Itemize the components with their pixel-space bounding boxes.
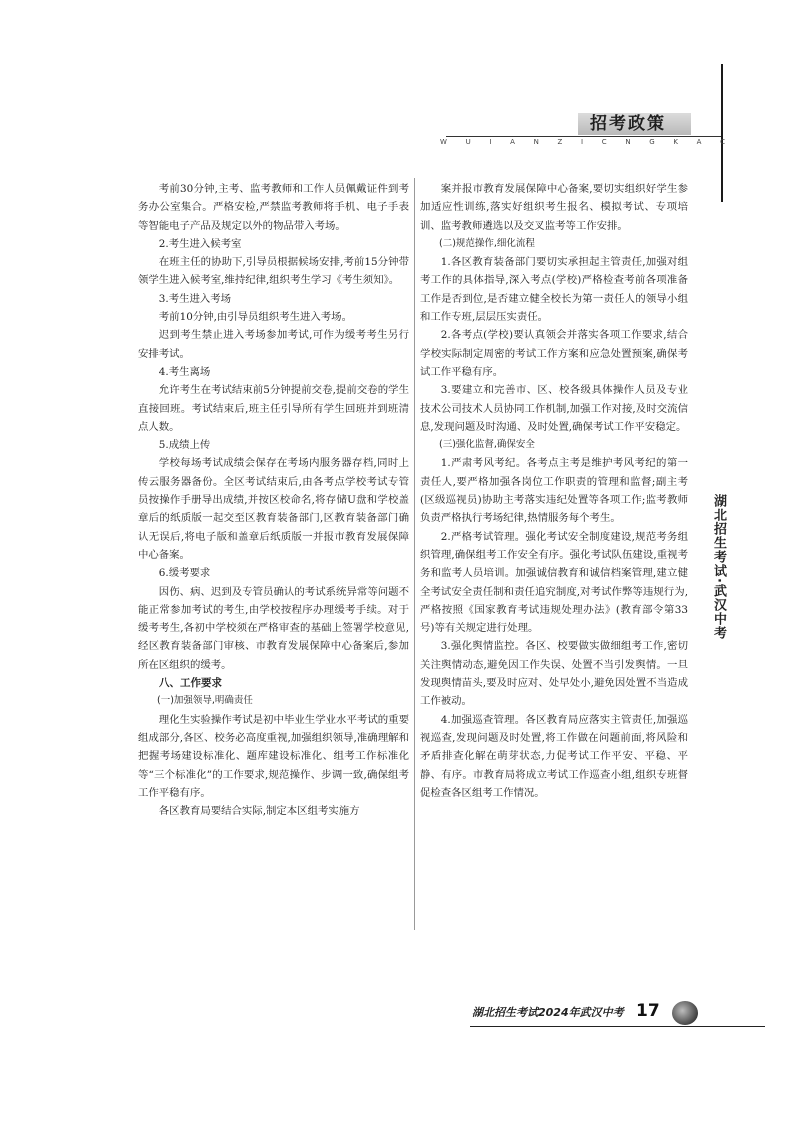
item-heading: 3.考生进入考场 (158, 292, 232, 305)
page-decoration-icon (672, 1001, 698, 1025)
subsection-heading: (二)规范操作,细化流程 (439, 237, 535, 249)
right-text-column (420, 180, 688, 802)
item-heading: 6.缓考要求 (158, 567, 211, 580)
subtitle-letter: G (649, 138, 655, 146)
paragraph: 考前10分钟,由引导员组织考生进入考场。 (158, 311, 352, 324)
paragraph: 1.各区教育装备部门要切实承担起主管责任,加强对组考工作的具体指导,深入考点(学校)严格检查考前各项准备工作是否到位,是否建立健全校长为第一责任人的领导小组和工作专班,层层压实责任。 (420, 256, 688, 324)
subsection-heading: (三)强化监督,确保安全 (439, 439, 535, 451)
subtitle-letter: A (510, 138, 515, 146)
section-pinyin-subtitle (440, 138, 725, 146)
paragraph: 允许考生在考试结束前5分钟提前交卷,提前交卷的学生直接回班。考试结束后,班主任引导所有学生回班并到班清点人数。 (138, 384, 409, 433)
subsection-heading: (一)加强领导,明确责任 (157, 695, 253, 707)
subtitle-letter: A (696, 138, 702, 146)
subtitle-letter: I (489, 138, 492, 146)
subtitle-letter: Z (557, 138, 563, 146)
paragraph: 学校每场考试成绩会保存在考场内服务器存档,同时上传云服务器备份。全区考试结束后,由各考点学校考试专管员按操作手册导出成绩,并按区校命名,将存储U盘和学校盖章后的纸质版一起交至区教育装备部门,区教育装备部门确认无误后,将电子版和盖章后纸质版一并报市教育发展保障中心备案。 (138, 457, 409, 561)
paragraph: 4.加强巡查管理。各区教育局应落实主管责任,加强巡视巡查,发现问题及时处置,将工作做在问题前面,将风险和矛盾排查化解在萌芽状态,力促考试工作平安、平稳、平静、有序。市教育局将成立考试工作巡查小组,组织专班督促检查各区组考工作情况。 (420, 713, 688, 799)
footer-rule (470, 1026, 765, 1027)
column-divider (414, 178, 415, 930)
section-title: 招考政策 (578, 113, 691, 135)
header-rule (446, 136, 721, 137)
page-number: 17 (636, 1001, 660, 1021)
subtitle-letter: K (673, 138, 678, 146)
paragraph: 3.强化舆情监控。各区、校要做实做细组考工作,密切关注舆情动态,避免因工作失误、处置不当引发舆情。一旦发现舆情苗头,要及时应对、处早处小,避免因处置不当造成工作被动。 (420, 640, 688, 708)
footer-publication-title: 湖北招生考试2024年武汉中考 (472, 1006, 624, 1019)
subtitle-letter: N (625, 138, 631, 146)
subtitle-letter: I (581, 138, 584, 146)
paragraph-continued: 案并报市教育发展保障中心备案,要切实组织好学生参加适应性训练,落实好组织考生报名、模拟考试、专项培训、监考教师遴选以及交叉监考等工作安排。 (420, 183, 688, 232)
subtitle-letter: C (601, 138, 607, 146)
paragraph: 2.各考点(学校)要认真领会并落实各项工作要求,结合学校实际制定周密的考试工作方案和应急处置预案,确保考试工作平稳有序。 (420, 329, 688, 378)
left-text-column (138, 180, 409, 820)
paragraph: 在班主任的协助下,引导员根据候场安排,考前15分钟带领学生进入候考室,维持纪律,组织考生学习《考生须知》。 (138, 256, 409, 287)
section-heading: 八、工作要求 (159, 677, 222, 690)
paragraph: 理化生实验操作考试是初中毕业生学业水平考试的重要组成部分,各区、校务必高度重视,加强组织领导,准确理解和把握考场建设标准化、题库建设标准化、组考工作标准化等“三个标准化”的工作要求,规范操作、步调一致,确保组考工作平稳有序。 (138, 713, 409, 799)
subtitle-letter: W (440, 138, 447, 146)
paragraph: 2.严格考试管理。强化考试安全制度建设,规范考务组织管理,确保组考工作安全有序。强化考试队伍建设,重视考务和监考人员培训。加强诚信教育和诚信档案管理,建立健全考试安全责任制和责任追究制度,对考试作弊等违规行为,严格按照《国家教育考试违规处理办法》(教育部令第33号)等有关规定进行处理。 (420, 530, 688, 635)
subtitle-letter: C (720, 138, 725, 146)
paragraph: 各区教育局要结合实际,制定本区组考实施方 (158, 805, 360, 818)
paragraph-continued: 考前30分钟,主考、监考教师和工作人员佩戴证件到考务办公室集合。严格安检,严禁监考教师将手机、电子手表等智能电子产品及规定以外的物品带入考场。 (138, 183, 409, 232)
item-heading: 5.成绩上传 (158, 439, 211, 452)
paragraph: 迟到考生禁止进入考场参加考试,可作为缓考考生另行安排考试。 (138, 329, 409, 360)
item-heading: 4.考生离场 (158, 365, 211, 378)
subtitle-letter: U (465, 138, 471, 146)
sidebar-magazine-title: 湖北招生考试·武汉中考 (711, 494, 726, 640)
subtitle-letter: N (533, 138, 539, 146)
paragraph: 因伤、病、迟到及专管员确认的考试系统异常等问题不能正常参加考试的考生,由学校按程序办理缓考手续。对于缓考考生,各初中学校须在严格审查的基础上签署学校意见,经区教育装备部门审核、市教育发展保障中心备案后,参加所在区组织的缓考。 (138, 585, 409, 671)
header-vertical-rule (721, 64, 723, 202)
paragraph: 3.要建立和完善市、区、校各级具体操作人员及专业技术公司技术人员协同工作机制,加强工作对接,及时交流信息,发现问题及时沟通、及时处置,确保考试工作平安稳定。 (420, 384, 688, 433)
paragraph: 1.严肃考风考纪。各考点主考是维护考风考纪的第一责任人,要严格加强各岗位工作职责的管理和监督;副主考(区级巡视员)协助主考落实违纪处置等各项工作;监考教师负责严格执行考场纪律,热情服务每个考生。 (420, 457, 688, 525)
item-heading: 2.考生进入候考室 (158, 237, 242, 250)
